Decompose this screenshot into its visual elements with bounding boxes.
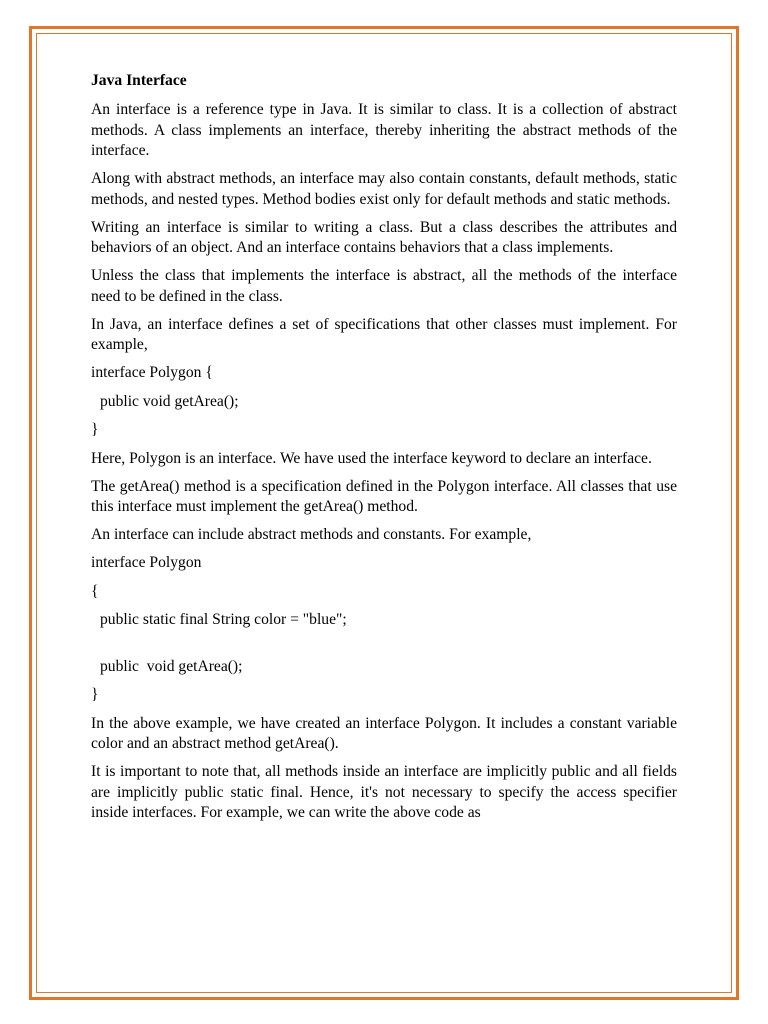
code-line: { [91, 582, 99, 600]
document-title: Java Interface [91, 72, 187, 89]
paragraph-constants-intro: An interface can include abstract methods and constants. For example, [91, 526, 532, 543]
paragraph-specifications: In Java, an interface defines a set of specifications that other classes must implement. For example, [91, 315, 677, 353]
document-body [91, 71, 677, 831]
code-line: } [91, 421, 99, 438]
code-line: interface Polygon { [91, 364, 213, 381]
code-line: public static final String color = "blue"; [100, 611, 347, 628]
code-line: } [91, 686, 99, 703]
code-line: public void getArea(); [100, 392, 239, 410]
paragraph-example-summary: In the above example, we have created an interface Polygon. It includes a constant variable color and an abstract method getArea(). [91, 714, 677, 752]
code-blank-line [91, 639, 677, 657]
paragraph-polygon-explanation: Here, Polygon is an interface. We have used the interface keyword to declare an interface. [91, 449, 652, 467]
paragraph-comparison: Writing an interface is similar to writing a class. But a class describes the attributes and behaviors of an object. And an interface contains behaviors that a class implements. [91, 218, 677, 256]
code-line: public void getArea(); [100, 657, 243, 675]
paragraph-contents: Along with abstract methods, an interface may also contain constants, default methods, static methods, and nested types. Method bodies exist only for default methods and static methods. [91, 170, 677, 208]
code-line: interface Polygon [91, 554, 202, 571]
paragraph-implicit-modifiers: It is important to note that, all methods inside an interface are implicitly public and all fields are implicitly public static final. Hence, it's not necessary to specify the access specifier inside interfaces. For example, we can write the above code as [91, 763, 677, 821]
paragraph-abstract-class: Unless the class that implements the interface is abstract, all the methods of the interface need to be defined in the class. [91, 267, 677, 305]
paragraph-definition: An interface is a reference type in Java. It is similar to class. It is a collection of abstract methods. A class implements an interface, thereby inheriting the abstract methods of the interface. [91, 101, 677, 159]
paragraph-getarea-explanation: The getArea() method is a specification defined in the Polygon interface. All classes that use this interface must implement the getArea() method. [91, 477, 677, 515]
